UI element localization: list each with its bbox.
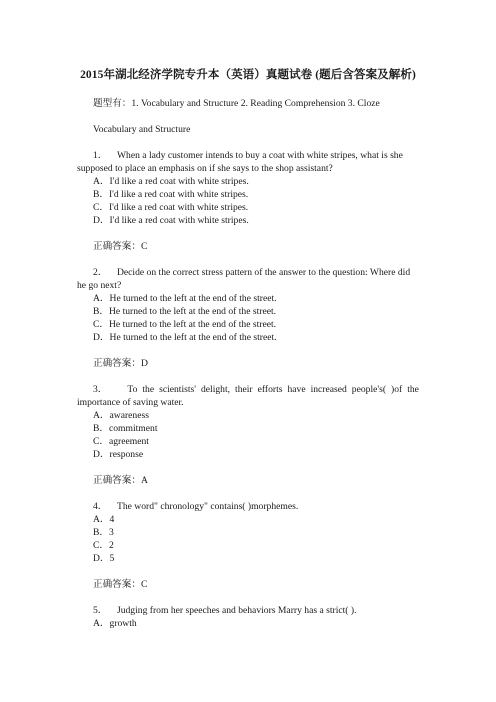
correct-answer: 正确答案：A <box>93 475 148 486</box>
option-c: C．agreement <box>93 436 149 447</box>
option-b: B．3 <box>93 527 114 538</box>
question-stem-continued: importance of saving water. <box>77 397 184 408</box>
correct-answer: 正确答案：C <box>93 241 148 252</box>
option-d: D．I'd like a red coat with white stripes. <box>93 215 249 226</box>
correct-answer: 正确答案：D <box>93 358 148 369</box>
question-stem: When a lady customer intends to buy a coat with white stripes, what is she <box>116 150 403 161</box>
question-number: 4． <box>93 501 108 512</box>
option-d: D．response <box>93 449 144 460</box>
question-stem: Decide on the correct stress pattern of the answer to the question: Where did <box>116 267 411 278</box>
correct-answer: 正确答案：C <box>93 579 148 590</box>
option-b: B．He turned to the left at the end of the street. <box>93 306 277 317</box>
question-stem: Judging from her speeches and behaviors Marry has a strict( ). <box>116 605 357 616</box>
question-types-line: 题型有：1. Vocabulary and Structure 2. Reading Comprehension 3. Cloze <box>93 98 380 109</box>
question-stem-continued: he go next? <box>77 280 122 291</box>
question-number: 5． <box>93 605 108 616</box>
option-a: A．growth <box>93 618 137 629</box>
option-c: C．I'd like a red coat with white stripes. <box>93 202 249 213</box>
option-a: A．I'd like a red coat with white stripes. <box>93 176 249 187</box>
question-number: 3． <box>93 384 108 395</box>
option-d: D．5 <box>93 553 115 564</box>
option-a: A．4 <box>93 514 115 525</box>
option-c: C．He turned to the left at the end of the street. <box>93 319 277 330</box>
document-title: 2015年湖北经济学院专升本（英语）真题试卷 (题后含答案及解析) <box>80 69 416 81</box>
section-heading: Vocabulary and Structure <box>93 124 191 135</box>
question-stem: To the scientists' delight, their efforts have increased people's( )of the <box>127 384 419 395</box>
question-stem: The word" chronology" contains( )morphemes. <box>116 501 299 512</box>
option-d: D．He turned to the left at the end of the street. <box>93 332 277 343</box>
question-stem-continued: supposed to place an emphasis on if she says to the shop assistant? <box>77 163 333 174</box>
option-b: B．commitment <box>93 423 158 434</box>
option-a: A．He turned to the left at the end of the street. <box>93 293 277 304</box>
question-number: 1． <box>93 150 108 161</box>
option-a: A．awareness <box>93 410 149 421</box>
question-number: 2． <box>93 267 108 278</box>
option-c: C．2 <box>93 540 114 551</box>
option-b: B．I'd like a red coat with white stripes. <box>93 189 249 200</box>
